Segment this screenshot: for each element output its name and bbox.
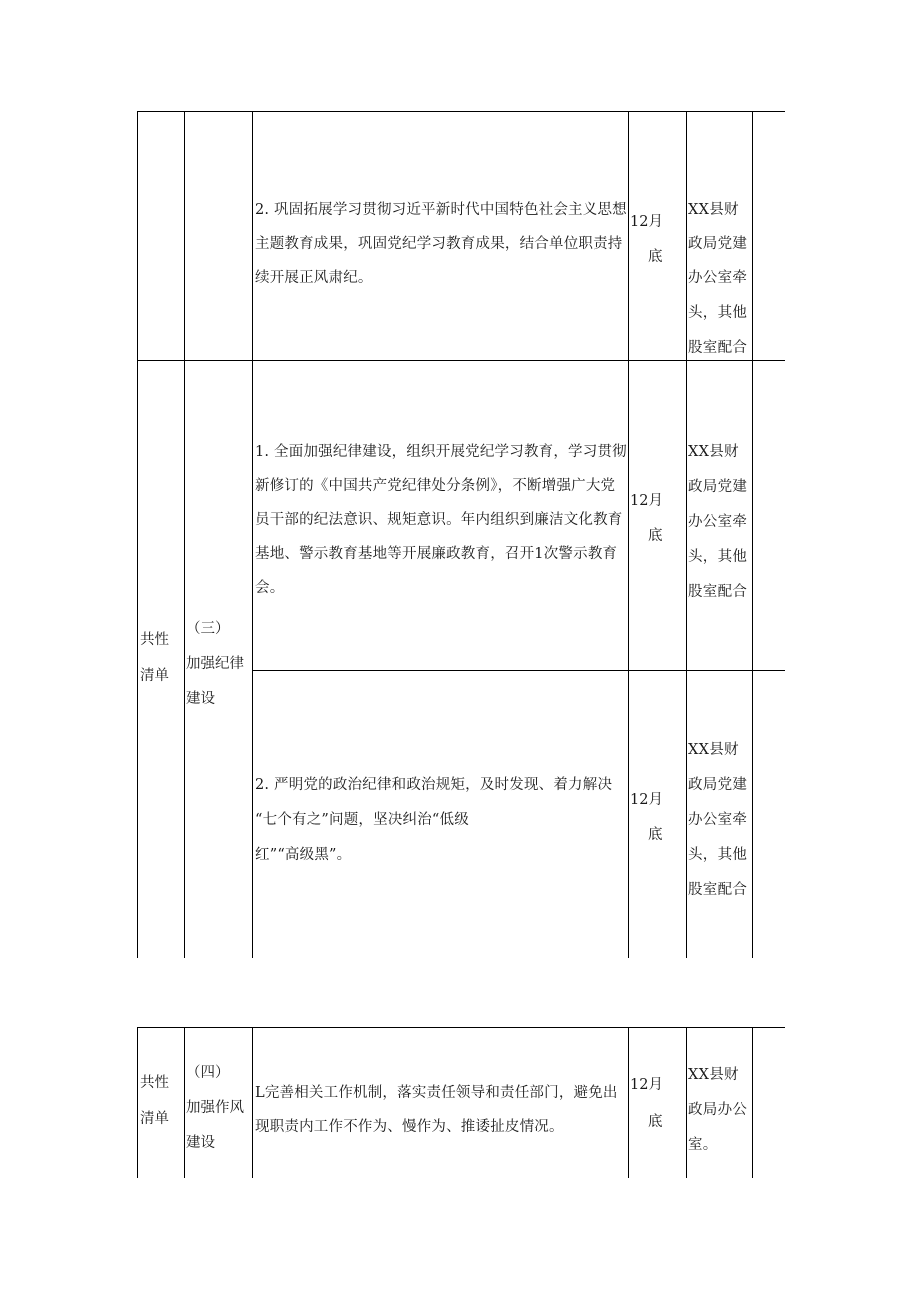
deadline-end: 底 [648, 1114, 663, 1130]
deadline-end: 底 [648, 528, 663, 544]
owner-line: 股室配合 [688, 584, 748, 600]
owner-line: 政局党建 [688, 236, 748, 252]
category-line: 共性 [140, 632, 169, 648]
item-line: 加强纪律 [186, 656, 244, 672]
deadline-month: 12月 [630, 792, 663, 808]
deadline-month: 12月 [630, 493, 663, 509]
table-1-row-divider [252, 670, 785, 671]
owner-line: 办公室牵 [688, 812, 748, 828]
task-text: 1. 全面加强纪律建设，组织开展党纪学习教育，学习贯彻新修订的《中国共产党纪律处分条例》，不断增强广大党员干部的纪法意识、规矩意识。年内组织到廉洁文化教育基地、警示教育基地等开展廉政教育，召开1次警示教育会。 [255, 444, 627, 596]
owner-line: 头，其他 [688, 549, 748, 565]
owner-line: 办公室牵 [688, 270, 748, 286]
owner-line: 股室配合 [688, 340, 748, 356]
item-line: 建设 [186, 691, 215, 707]
table-2-col-border [686, 1027, 687, 1178]
task-text: 2. 巩固拓展学习贯彻习近平新时代中国特色社会主义思想主题教育成果，巩固党纪学习教育成果，结合单位职责持续开展正风肃纪。 [255, 202, 627, 286]
item-line: 加强作风 [186, 1100, 244, 1116]
owner-line: XX县财 [688, 444, 739, 460]
owner-line: 政局党建 [688, 479, 748, 495]
category-line: 清单 [140, 668, 169, 684]
table-1-top-border [137, 111, 785, 112]
task-text: L完善相关工作机制，落实责任领导和责任部门，避免出现职责内工作不作为、慢作为、推诿扯皮情况。 [255, 1085, 618, 1135]
owner-line: 头，其他 [688, 305, 748, 321]
table-1-col-border [686, 111, 687, 958]
task-text-line: “七个有之”问题，坚决纠治“低级 [255, 812, 469, 828]
table-1-col-border [184, 111, 185, 958]
owner-line: XX县财 [688, 1067, 739, 1083]
category-line: 共性 [140, 1075, 169, 1091]
table-2-col-border [252, 1027, 253, 1178]
item-line: （四） [186, 1065, 230, 1081]
deadline-month: 12月 [630, 214, 663, 230]
deadline-end: 底 [648, 249, 663, 265]
owner-line: 办公室牵 [688, 514, 748, 530]
table-2-col-border [628, 1027, 629, 1178]
table-2-col-border [752, 1027, 753, 1178]
item-line: 建设 [186, 1135, 215, 1151]
table-2-top-border [137, 1027, 785, 1028]
owner-line: XX县财 [688, 202, 739, 218]
table-1-col-border [137, 111, 138, 958]
table-1-col-border [252, 111, 253, 958]
owner-line: 政局办公 [688, 1102, 748, 1118]
category-line: 清单 [140, 1111, 169, 1127]
owner-line: 股室配合 [688, 882, 748, 898]
table-1-col-border [628, 111, 629, 958]
table-2-col-border [184, 1027, 185, 1178]
item-line: （三） [186, 621, 230, 637]
table-1-col-border [752, 111, 753, 958]
owner-line: 政局党建 [688, 777, 748, 793]
deadline-month: 12月 [630, 1077, 663, 1093]
task-text-line: 红”“高级黑”。 [255, 847, 352, 863]
owner-line: 室。 [688, 1137, 718, 1153]
owner-line: XX县财 [688, 742, 739, 758]
deadline-end: 底 [648, 827, 663, 843]
table-2-col-border [137, 1027, 138, 1178]
task-text-line: 2. 严明党的政治纪律和政治规矩，及时发现、着力解决 [255, 777, 613, 793]
owner-line: 头，其他 [688, 847, 748, 863]
